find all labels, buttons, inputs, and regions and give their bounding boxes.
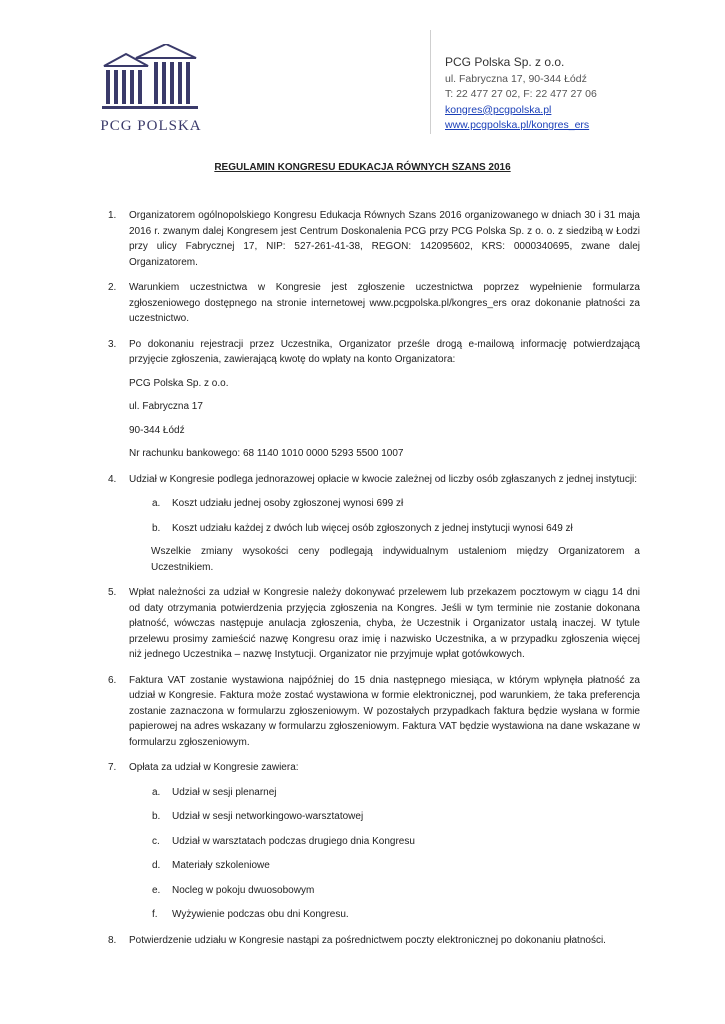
sub-item	[129, 496, 640, 512]
sub-text: Udział w sesji plenarnej	[172, 786, 277, 798]
columns-logo-icon	[96, 44, 206, 116]
sub-letter: d.	[152, 860, 161, 871]
list-item	[108, 472, 640, 576]
item-text: Po dokonaniu rejestracji przez Uczestnika, Organizator prześle drogą e-mailową informację potwierdzającą przyjęcie zgłoszenia, zawierającą kwotę do wpłaty na konto Organizatora:	[129, 338, 640, 365]
sub-item	[129, 521, 640, 537]
document-title: REGULAMIN KONGRESU EDUKACJA RÓWNYCH SZANS 2016	[214, 162, 511, 173]
sub-item	[129, 858, 640, 874]
item-number: 5.	[108, 587, 117, 598]
item-number: 8.	[108, 934, 117, 946]
price-note: Wszelkie zmiany wysokości ceny podlegają indywidualnym ustaleniom między Organizatorem a Uczestnikiem.	[151, 546, 640, 573]
list-item	[108, 933, 640, 949]
list-item	[108, 208, 640, 270]
bank-city: 90-344 Łódź	[129, 424, 185, 436]
bank-account: Nr rachunku bankowego: 68 1140 1010 0000 5293 5500 1007	[129, 448, 404, 459]
company-address: ul. Fabryczna 17, 90-344 Łódź	[445, 72, 587, 85]
sub-text: Koszt udziału każdej z dwóch lub więcej osób zgłoszonych z jednej instytucji wynosi 649 zł	[172, 522, 573, 534]
contact-block	[445, 55, 597, 134]
list-item	[108, 280, 640, 327]
sub-item	[129, 907, 640, 923]
item-text: Potwierdzenie udziału w Kongresie nastąpi za pośrednictwem poczty elektronicznej po dokonaniu płatności.	[129, 934, 606, 946]
item-text: Warunkiem uczestnictwa w Kongresie jest zgłoszenie uczestnictwa poprzez wypełnienie formularza zgłoszeniowego dostępnego na stronie internetowej www.pcgpolska.pl/kongres_ers oraz dokonanie płatności za uczestnictwo.	[129, 282, 640, 324]
sub-item	[129, 834, 640, 850]
company-name: PCG Polska Sp. z o.o.	[445, 55, 565, 69]
item-text: Udział w Kongresie podlega jednorazowej opłacie w kwocie zależnej od liczby osób zgłaszanych z jednej instytucji:	[129, 473, 638, 485]
item-number: 6.	[108, 674, 117, 686]
sub-text: Nocleg w pokoju dwuosobowym	[172, 884, 315, 896]
sub-letter: c.	[152, 835, 160, 847]
bank-company: PCG Polska Sp. z o.o.	[129, 377, 229, 389]
item-number: 3.	[108, 338, 117, 350]
sub-letter: b.	[152, 811, 161, 822]
sub-letter: e.	[152, 884, 161, 896]
sub-text: Koszt udziału jednej osoby zgłoszonej wynosi 699 zł	[172, 498, 404, 509]
item-number: 4.	[108, 473, 117, 485]
list-item	[108, 337, 640, 462]
sub-text: Materiały szkoleniowe	[172, 860, 270, 871]
item-text: Wpłat należności za udział w Kongresie należy dokonywać przelewem lub przekazem pocztowym w ciągu 14 dni od daty otrzymania potwierdzenia przyjęcia zgłoszenia na Kongres. Jeśli w tym terminie nie zostanie dokonana płatność, wówczas następuje anulacja zgłoszenia, chyba, że Uczestnik i Organizator ustalą inaczej. W tytule przelewu prosimy zamieścić nazwę Kongresu oraz imię i nazwisko Uczestnika, a w przypadku zgłoszenia więcej niż jednego Uczestnika – nazwę Instytucji. Organizator nie przyjmuje wpłat gotówkowych.	[129, 587, 640, 660]
sub-item	[129, 883, 640, 899]
website-link[interactable]: www.pcgpolska.pl/kongres_ers	[445, 119, 590, 131]
list-item	[108, 673, 640, 751]
sub-text: Wyżywienie podczas obu dni Kongresu.	[172, 909, 349, 920]
item-number: 7.	[108, 762, 117, 773]
sub-text: Udział w warsztatach podczas drugiego dnia Kongresu	[172, 835, 415, 847]
sub-letter: f.	[152, 909, 158, 920]
company-phone: T: 22 477 27 02, F: 22 477 27 06	[445, 88, 597, 100]
regulations-list	[108, 208, 640, 958]
item-number: 1.	[108, 210, 117, 221]
list-item	[108, 760, 640, 923]
item-text: Opłata za udział w Kongresie zawiera:	[129, 762, 299, 773]
email-link[interactable]: kongres@pcgpolska.pl	[445, 103, 552, 116]
bank-street: ul. Fabryczna 17	[129, 401, 203, 412]
sub-letter: b.	[152, 522, 161, 534]
sub-item	[129, 809, 640, 825]
sub-item	[129, 785, 640, 801]
item-text: Faktura VAT zostanie wystawiona najpóźniej do 15 dnia następnego miesiąca, w którym wpłynęła płatność za udział w Kongresie. Faktura może zostać wystawiona w formie elektronicznej, pod warunkiem, że taka preferencja zostanie zaznaczona w formularzu zgłoszeniowym. W pozostałych przypadkach faktura będzie wysłana w formie papierowej na adres wskazany w formularzu zgłoszeniowym. Faktura VAT będzie wystawiona na dane wskazane w formularzu zgłoszeniowym.	[129, 674, 640, 748]
sub-letter: a.	[152, 786, 161, 798]
company-logo	[96, 44, 206, 140]
list-item	[108, 585, 640, 663]
sub-letter: a.	[152, 498, 161, 509]
sub-text: Udział w sesji networkingowo-warsztatowej	[172, 811, 364, 822]
header-divider	[430, 30, 431, 134]
logo-text: PCG POLSKA	[100, 118, 202, 134]
item-text: Organizatorem ogólnopolskiego Kongresu Edukacja Równych Szans 2016 organizowanego w dniach 30 i 31 maja 2016 r. zwanym dalej Kongresem jest Centrum Doskonalenia PCG przy PCG Polska Sp. z o. o. z siedzibą w Łodzi przy ulicy Fabrycznej 17, NIP: 527-261-41-38, REGON: 142095602, KRS: 0000340695, zwane dalej Organizatorem.	[129, 210, 640, 268]
item-number: 2.	[108, 282, 117, 293]
